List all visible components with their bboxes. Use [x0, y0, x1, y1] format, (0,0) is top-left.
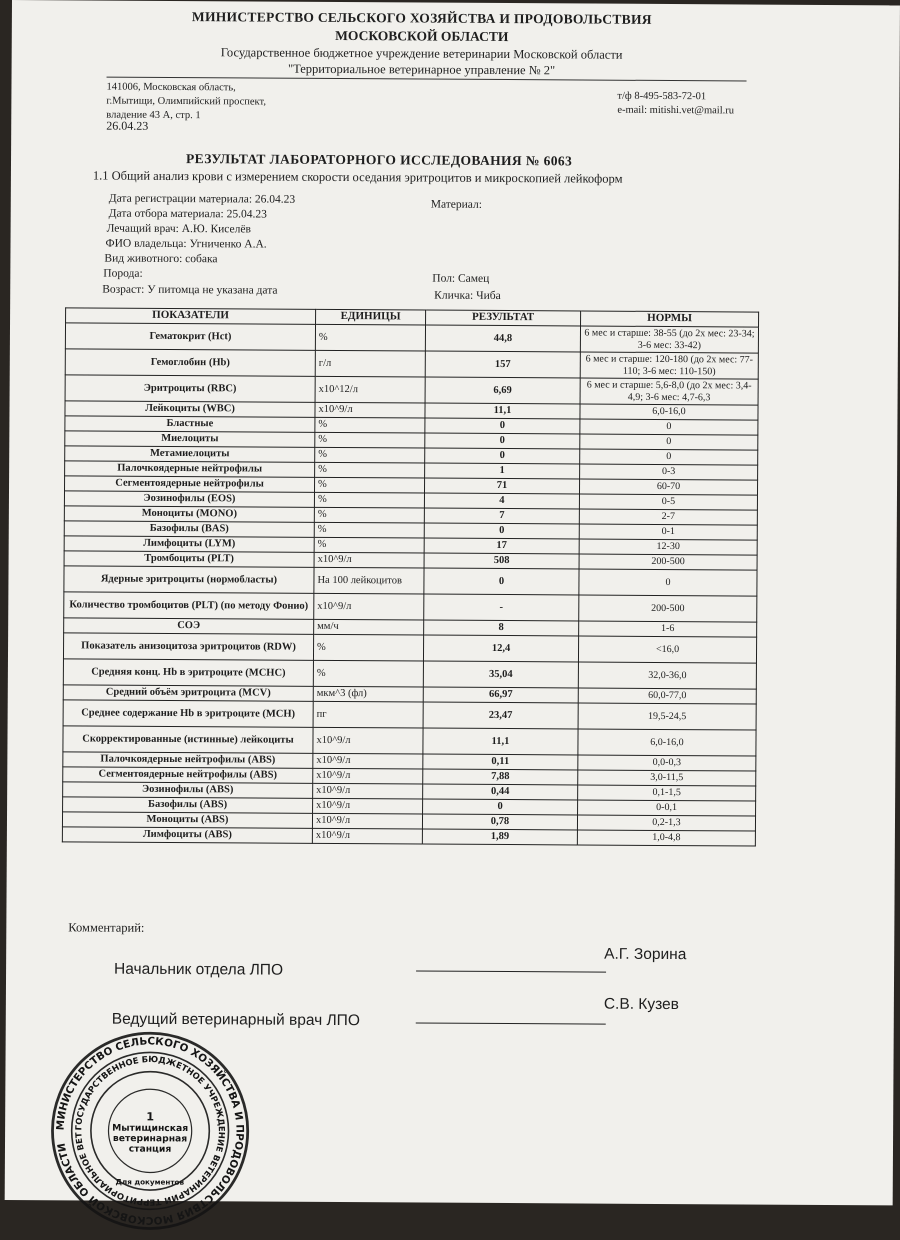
- row-name: Эозинофилы (ABS): [63, 782, 313, 799]
- row-name: Метамиелоциты: [65, 446, 315, 463]
- row-norm: 0-0,1: [578, 800, 756, 816]
- row-norm: 0-3: [580, 464, 758, 480]
- row-unit: x10^9/л: [313, 783, 423, 799]
- row-value: 4: [424, 493, 579, 509]
- age: Возраст: У питомца не указана дата: [102, 283, 278, 297]
- breed: Порода:: [103, 267, 143, 280]
- reg-date: Дата регистрации материала: 26.04.23: [108, 192, 296, 206]
- row-value: 6,69: [425, 377, 580, 404]
- row-name: Лимфоциты (LYM): [64, 536, 314, 553]
- row-norm: 32,0-36,0: [578, 662, 756, 689]
- nickname: Кличка: Чиба: [434, 289, 501, 302]
- row-value: 1,89: [422, 829, 577, 845]
- sig2-role: Ведущий ветеринарный врач ЛПО: [111, 1010, 360, 1030]
- row-unit: x10^12/л: [315, 376, 425, 403]
- org-line-2: МОСКОВСКОЙ ОБЛАСТИ: [335, 27, 509, 45]
- address-line: г.Мытищи, Олимпийский проспект,: [106, 95, 266, 108]
- row-value: -: [424, 594, 579, 621]
- row-name: Средняя конц. Hb в эритроците (MCHC): [63, 659, 313, 687]
- row-name: Гемоглобин (Hb): [65, 349, 315, 377]
- row-name: СОЭ: [64, 618, 314, 635]
- row-norm: 0: [580, 449, 758, 465]
- row-norm: 0,2-1,3: [577, 815, 755, 831]
- species: Вид животного: собака: [104, 252, 218, 266]
- row-value: 0,11: [423, 754, 578, 770]
- row-norm: 6 мес и старше: 5,6-8,0 (до 2х мес: 3,4-4,9; 3-6 мес: 4,7-6,3: [580, 378, 758, 405]
- row-name: Количество тромбоцитов (PLT) (по методу Фонио): [64, 592, 314, 620]
- row-norm: 0: [579, 569, 757, 596]
- row-unit: %: [314, 477, 424, 493]
- row-unit: %: [315, 417, 425, 433]
- row-unit: %: [314, 507, 424, 523]
- row-norm: 60-70: [579, 479, 757, 495]
- row-unit: x10^9/л: [313, 753, 423, 769]
- row-value: 0,44: [423, 784, 578, 800]
- owner: ФИО владельца: Угниченко А.А.: [105, 237, 267, 251]
- row-unit: На 100 лейкоцитов: [314, 567, 424, 594]
- row-unit: x10^9/л: [314, 552, 424, 568]
- row-value: 0: [425, 433, 580, 449]
- row-unit: x10^9/л: [315, 402, 425, 418]
- row-norm: 200-500: [579, 554, 757, 570]
- row-name: Сегментоядерные нейтрофилы: [65, 476, 315, 493]
- row-value: 157: [425, 351, 580, 378]
- address-line: владение 43 А, стр. 1: [106, 109, 201, 122]
- row-norm: 19,5-24,5: [578, 703, 756, 730]
- row-name: Ядерные эритроциты (нормобласты): [64, 566, 314, 594]
- row-value: 0: [424, 568, 579, 595]
- stamp-bottom-text: Для документов: [115, 1177, 185, 1187]
- col-header: РЕЗУЛЬТАТ: [426, 310, 581, 326]
- row-name: Сегментоядерные нейтрофилы (ABS): [63, 767, 313, 784]
- row-unit: %: [314, 522, 424, 538]
- row-name: Лимфоциты (ABS): [62, 827, 312, 844]
- row-unit: x10^9/л: [312, 828, 422, 844]
- row-norm: <16,0: [578, 636, 756, 663]
- row-unit: %: [313, 634, 423, 661]
- row-norm: 0-5: [579, 494, 757, 510]
- row-value: 44,8: [425, 325, 580, 352]
- comment-label: Комментарий:: [68, 920, 145, 935]
- stamp-outer-text: МИНИСТЕРСТВО СЕЛЬСКОГО ХОЗЯЙСТВА И ПРОДОВОЛЬСТВИЯ МОСКОВСКОЙ ОБЛАСТИ: [54, 1035, 246, 1227]
- row-value: 66,97: [423, 687, 578, 703]
- row-value: 17: [424, 538, 579, 554]
- sig1-line: [416, 952, 606, 972]
- stamp-inner-text: ГОСУДАРСТВЕННОЕ БЮДЖЕТНОЕ УЧРЕЖДЕНИЕ ВЕТЕРИНАРИИ ТЕРРИТОРИАЛЬНОЕ ВЕТЕРИНАРНОЕ: [73, 1053, 227, 1208]
- col-header: ПОКАЗАТЕЛИ: [66, 308, 316, 325]
- report-title: РЕЗУЛЬТАТ ЛАБОРАТОРНОГО ИССЛЕДОВАНИЯ № 6063: [185, 151, 573, 169]
- document-sheet: [5, 0, 900, 1227]
- row-norm: 0,1-1,5: [578, 785, 756, 801]
- stamp-center-text: Мытищинская ветеринарная станция: [112, 1121, 189, 1155]
- row-value: 0: [425, 448, 580, 464]
- row-name: Гематокрит (Hct): [65, 323, 315, 351]
- row-value: 35,04: [423, 661, 578, 688]
- row-unit: x10^9/л: [314, 593, 424, 620]
- row-unit: x10^9/л: [313, 727, 423, 754]
- stamp-number: 1: [146, 1110, 155, 1124]
- row-norm: 6 мес и старше: 38-55 (до 2х мес: 23-34; 3-6 мес: 33-42): [580, 326, 758, 353]
- row-value: 23,47: [423, 702, 578, 729]
- row-unit: %: [314, 537, 424, 553]
- row-norm: 6,0-16,0: [578, 729, 756, 756]
- row-name: Миелоциты: [65, 431, 315, 448]
- table-row: [62, 827, 755, 846]
- sex: Пол: Самец: [432, 272, 490, 285]
- phone: т/ф 8-495-583-72-01: [617, 90, 707, 103]
- row-name: Бластные: [65, 416, 315, 433]
- stamp-icon: [24, 1030, 275, 1232]
- row-value: 0: [423, 799, 578, 815]
- org-line-4: "Территориальное ветеринарное управление № 2": [287, 61, 556, 78]
- row-norm: 12-30: [579, 539, 757, 555]
- document-date: 26.04.23: [106, 118, 149, 133]
- row-value: 12,4: [423, 635, 578, 662]
- row-name: Лейкоциты (WBC): [65, 401, 315, 418]
- row-norm: 0: [580, 434, 758, 450]
- row-norm: 0,0-0,3: [578, 755, 756, 771]
- row-norm: 6,0-16,0: [580, 404, 758, 420]
- row-unit: %: [315, 432, 425, 448]
- row-norm: 6 мес и старше: 120-180 (до 2х мес: 77-110; 3-6 мес: 110-150): [580, 352, 758, 379]
- row-name: Базофилы (BAS): [64, 521, 314, 538]
- results-table: [62, 307, 759, 846]
- org-line-3: Государственное бюджетное учреждение ветеринарии Московской области: [220, 45, 623, 62]
- row-norm: 2-7: [579, 509, 757, 525]
- sig2-line: [416, 1004, 606, 1024]
- row-name: Среднее содержание Hb в эритроците (MCH): [63, 700, 313, 728]
- row-name: Палочкоядерные нейтрофилы (ABS): [63, 752, 313, 769]
- row-norm: 1-6: [579, 621, 757, 637]
- sig1-name: А.Г. Зорина: [604, 945, 687, 964]
- sig2-name: С.В. Кузев: [603, 995, 679, 1014]
- report-subtitle: 1.1 Общий анализ крови с измерением скорости оседания эритроцитов и микроскопией лейкоформ: [92, 168, 623, 186]
- org-line-1: МИНИСТЕРСТВО СЕЛЬСКОГО ХОЗЯЙСТВА И ПРОДОВОЛЬСТВИЯ: [191, 9, 652, 27]
- col-header: НОРМЫ: [581, 311, 759, 327]
- row-value: 8: [424, 620, 579, 636]
- row-value: 0: [425, 418, 580, 434]
- row-value: 1: [425, 463, 580, 479]
- row-value: 11,1: [425, 403, 580, 419]
- row-name: Базофилы (ABS): [63, 797, 313, 814]
- official-stamp: [24, 1030, 275, 1237]
- row-norm: 200-500: [579, 595, 757, 622]
- row-value: 0,78: [422, 814, 577, 830]
- row-name: Эритроциты (RBC): [65, 375, 315, 403]
- email: e-mail: mitishi.vet@mail.ru: [617, 104, 735, 117]
- row-unit: мкм^3 (фл): [313, 686, 423, 702]
- row-name: Средний объём эритроцита (MCV): [63, 685, 313, 702]
- row-name: Палочкоядерные нейтрофилы: [65, 461, 315, 478]
- row-unit: %: [315, 462, 425, 478]
- row-name: Тромбоциты (PLT): [64, 551, 314, 568]
- doctor: Лечащий врач: А.Ю. Киселёв: [106, 222, 251, 236]
- row-value: 7,88: [423, 769, 578, 785]
- material: Материал:: [430, 198, 483, 211]
- row-name: Скорректированные (истинные) лейкоциты: [63, 726, 313, 754]
- row-unit: %: [313, 660, 423, 687]
- row-value: 508: [424, 553, 579, 569]
- results-table-body: [62, 323, 758, 846]
- row-unit: пг: [313, 701, 423, 728]
- row-unit: %: [315, 447, 425, 463]
- row-unit: мм/ч: [314, 619, 424, 635]
- row-norm: 1,0-4,8: [577, 830, 755, 846]
- row-value: 71: [424, 478, 579, 494]
- row-name: Эозинофилы (EOS): [64, 491, 314, 508]
- row-unit: %: [315, 324, 425, 351]
- row-norm: 0: [580, 419, 758, 435]
- sig1-role: Начальник отдела ЛПО: [114, 960, 284, 979]
- col-header: ЕДИНИЦЫ: [316, 309, 426, 325]
- address-line: 141006, Московская область,: [106, 81, 236, 94]
- sample-date: Дата отбора материала: 25.04.23: [108, 207, 267, 221]
- row-unit: г/л: [315, 350, 425, 377]
- row-norm: 3,0-11,5: [578, 770, 756, 786]
- row-unit: x10^9/л: [313, 798, 423, 814]
- address-block: [106, 81, 266, 124]
- row-value: 11,1: [423, 728, 578, 755]
- row-unit: %: [314, 492, 424, 508]
- row-name: Моноциты (MONO): [64, 506, 314, 523]
- row-name: Показатель анизоцитоза эритроцитов (RDW): [63, 633, 313, 661]
- row-value: 0: [424, 523, 579, 539]
- row-name: Моноциты (ABS): [62, 812, 312, 829]
- row-norm: 60,0-77,0: [578, 688, 756, 704]
- row-unit: x10^9/л: [313, 768, 423, 784]
- row-value: 7: [424, 508, 579, 524]
- row-unit: x10^9/л: [312, 813, 422, 829]
- row-norm: 0-1: [579, 524, 757, 540]
- contacts-block: [617, 90, 734, 119]
